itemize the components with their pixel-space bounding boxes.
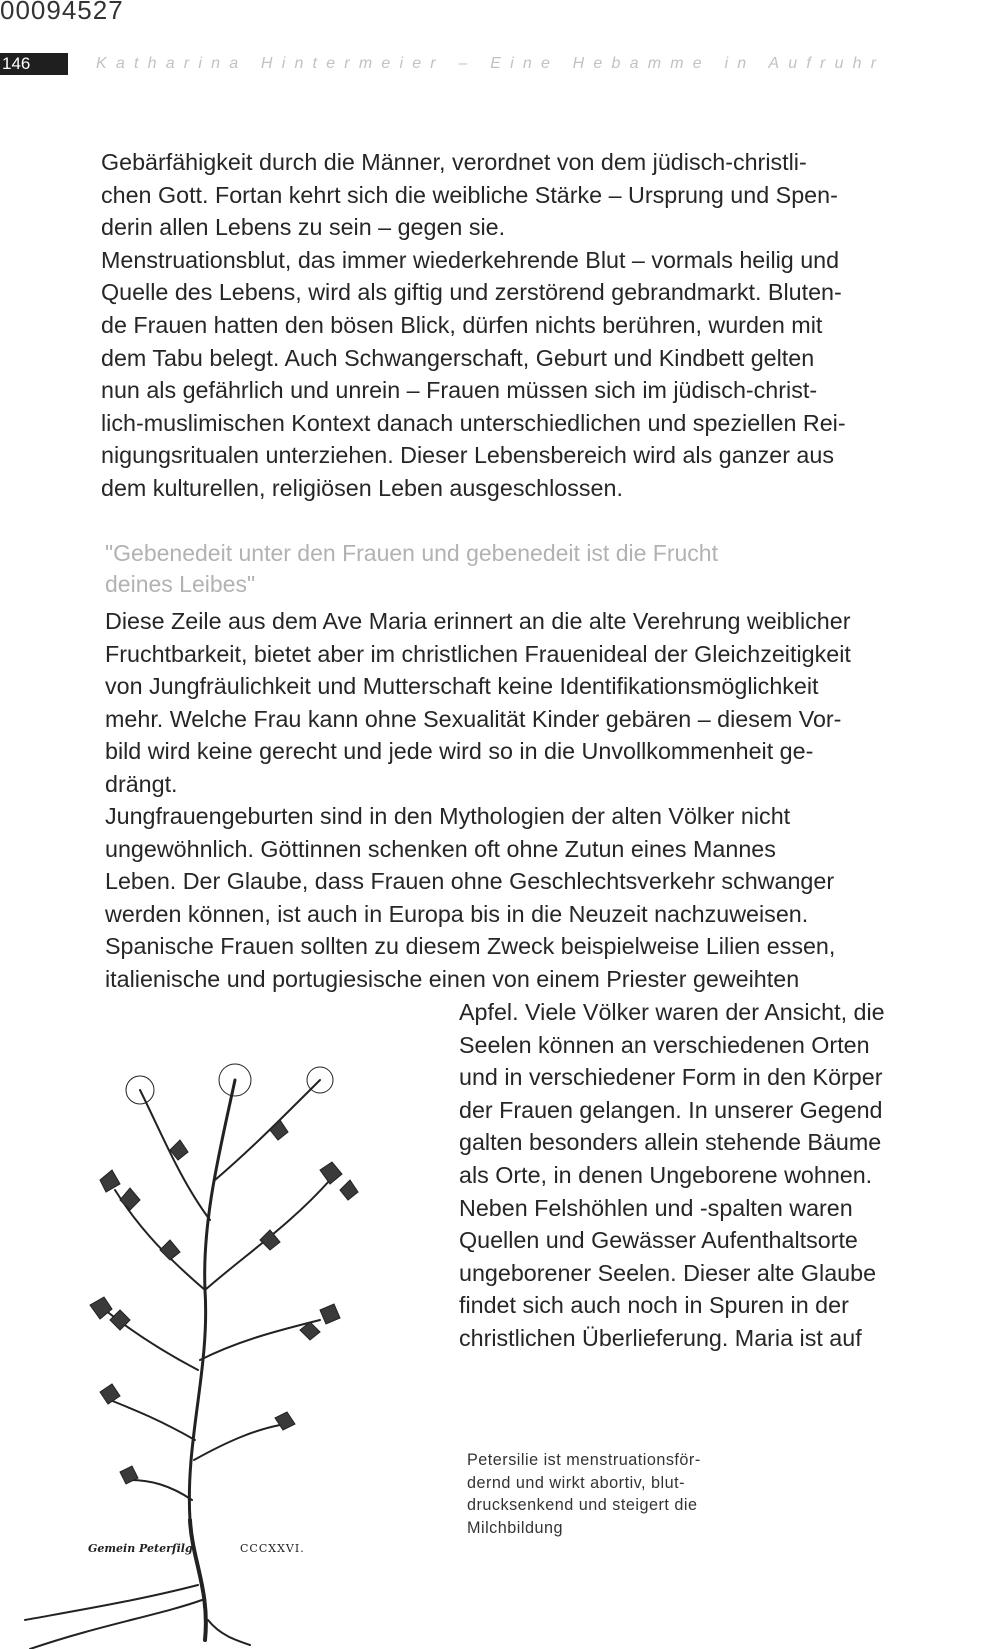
paragraph-2 (105, 605, 965, 801)
text-line: lich-muslimischen Kontext danach unterschiedlichen und speziellen Rei- (101, 409, 846, 436)
text-line: und in verschiedener Form in den Körper (459, 1064, 883, 1091)
paragraph-3 (105, 800, 965, 996)
text-line: Apfel. Viele Völker waren der Ansicht, die (459, 999, 885, 1025)
text-line: Spanische Frauen sollten zu diesem Zweck beispielweise Lilien essen, (105, 933, 836, 960)
text-line: Fruchtbarkeit, bietet aber im christlichen Frauenideal der Gleichzeitigkeit (105, 640, 851, 667)
parsley-woodcut-illustration (20, 1040, 420, 1649)
plate-name: Gemein Peterſilg. (88, 1542, 197, 1555)
text-line: ungeborener Seelen. Dieser alte Glaube (459, 1259, 877, 1286)
caption-line: drucksenkend und steigert die (467, 1496, 698, 1514)
text-line: nigungsritualen unterziehen. Dieser Lebensbereich wird als ganzer aus (101, 442, 834, 469)
text-line: findet sich auch noch in Spuren in der (459, 1292, 849, 1319)
text-line: der Frauen gelangen. In unserer Gegend (459, 1096, 883, 1123)
text-line: werden können, ist auch in Europa bis in die Neuzeit nachzuweisen. (105, 900, 809, 927)
text-line: Neben Felshöhlen und -spalten waren (459, 1194, 853, 1221)
caption-line: Milchbildung (467, 1518, 563, 1537)
subheading-line: "Gebenedeit unter den Frauen und gebenedeit ist die Frucht (105, 540, 718, 566)
plate-number: CCCXXVI. (240, 1542, 305, 1555)
text-line: von Jungfräulichkeit und Mutterschaft keine Identifikationsmöglichkeit (105, 673, 819, 700)
caption-line: Petersilie ist menstruationsför- (467, 1451, 701, 1469)
text-line: drängt. (105, 770, 178, 797)
text-line: bild wird keine gerecht und jede wird so in die Unvollkommenheit ge- (105, 738, 814, 765)
text-line: Quelle des Lebens, wird als giftig und zerstörend gebrandmarkt. Bluten- (101, 279, 842, 306)
text-line: Diese Zeile aus dem Ave Maria erinnert an die alte Verehrung weiblicher (105, 608, 851, 634)
text-line: Seelen können an verschiedenen Orten (459, 1031, 870, 1058)
text-line: christlichen Überlieferung. Maria ist auf (459, 1324, 862, 1351)
paragraph-3-continued (459, 996, 959, 1355)
text-line: de Frauen hatten den bösen Blick, dürfen nichts berühren, wurden mit (101, 311, 823, 338)
text-line: derin allen Lebens zu sein – gegen sie. (101, 214, 506, 241)
running-title: Katharina Hintermeier – Eine Hebamme in Aufruhr (96, 55, 886, 72)
figure-caption (467, 1449, 797, 1539)
text-line: Leben. Der Glaube, dass Frauen ohne Geschlechtsverkehr schwanger (105, 868, 835, 895)
text-line: galten besonders allein stehende Bäume (459, 1129, 882, 1156)
text-line: ungewöhnlich. Göttinnen schenken oft ohne Zutun eines Mannes (105, 835, 776, 862)
text-line: dem kulturellen, religiösen Leben ausgeschlossen. (101, 474, 623, 501)
section-subheading (105, 538, 905, 600)
text-line: Jungfrauengeburten sind in den Mythologien der alten Völker nicht (105, 803, 791, 829)
caption-line: dernd und wirkt abortiv, blut- (467, 1473, 686, 1492)
text-line: Menstruationsblut, das immer wiederkehrende Blut – vormals heilig und (101, 246, 840, 273)
text-line: als Orte, in denen Ungeborene wohnen. (459, 1161, 873, 1188)
text-line: Gebärfähigkeit durch die Männer, verordnet von dem jüdisch-christli- (101, 149, 807, 175)
paragraph-1 (101, 146, 961, 505)
text-line: chen Gott. Fortan kehrt sich die weibliche Stärke – Ursprung und Spen- (101, 181, 838, 208)
text-line: italienische und portugiesische einen von einem Priester geweihten (105, 965, 800, 992)
text-line: nun als gefährlich und unrein – Frauen müssen sich im jüdisch-christ- (101, 377, 818, 404)
scan-mark: 00094527 (0, 0, 124, 20)
text-line: mehr. Welche Frau kann ohne Sexualität Kinder gebären – diesem Vor- (105, 705, 842, 732)
text-line: dem Tabu belegt. Auch Schwangerschaft, Geburt und Kindbett gelten (101, 344, 815, 371)
subheading-line: deines Leibes" (105, 571, 256, 597)
page-number: 146 (0, 53, 68, 75)
text-line: Quellen und Gewässer Aufenthaltsorte (459, 1227, 858, 1254)
